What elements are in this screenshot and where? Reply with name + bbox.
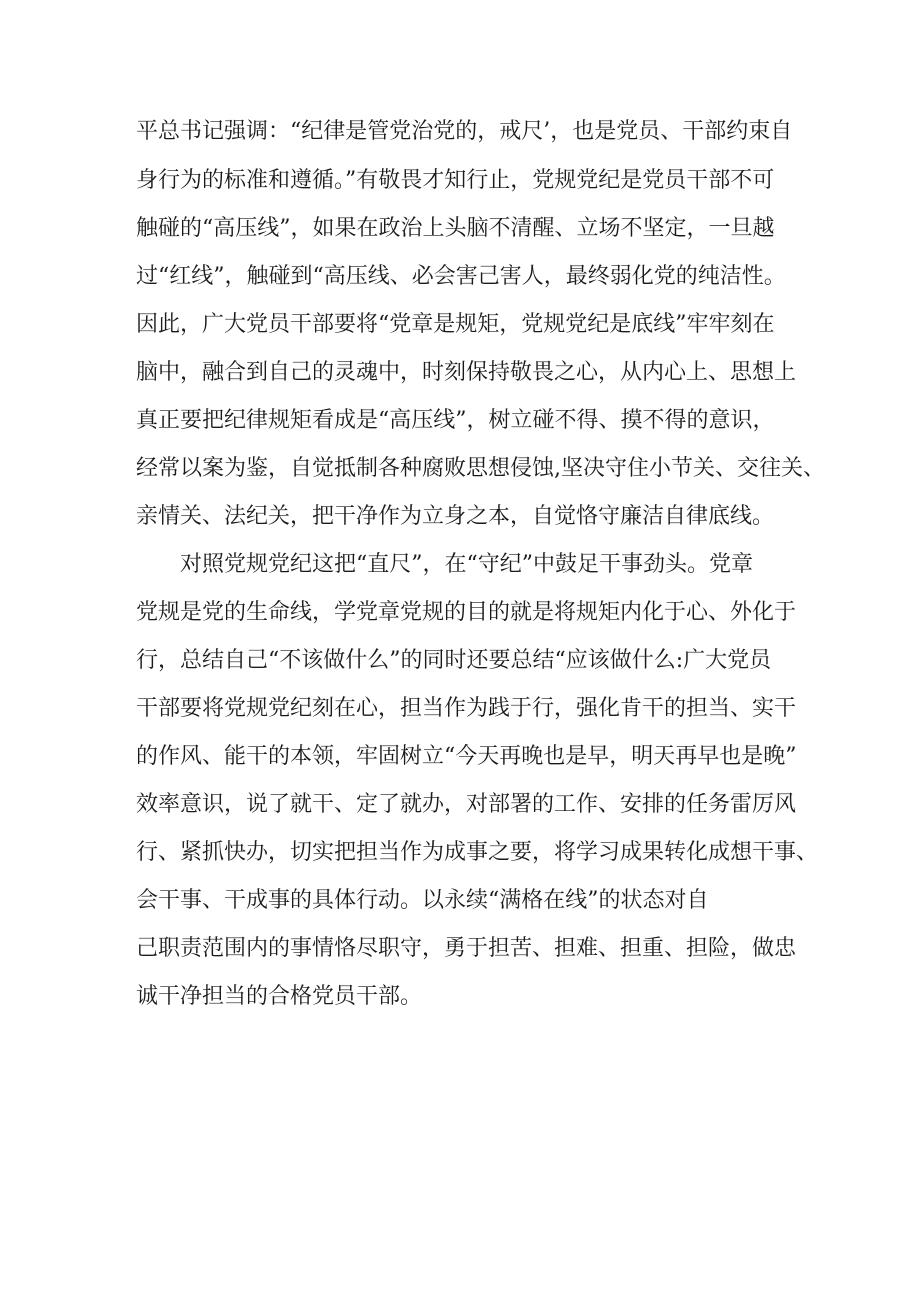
text-line: 过“红线”，触碰到“高压线、必会害己害人，最终弱化党的纯洁性。	[136, 264, 786, 289]
text-line: 真正要把纪律规矩看成是“高压线”，树立碰不得、摸不得的意识，	[136, 408, 775, 433]
text-line: 经常以案为鉴，自觉抵制各种腐败思想侵蚀,坚决守住小节关、交往关、	[136, 456, 825, 481]
text-line: 会干事、干成事的具体行动。以永续“满格在线”的状态对自	[136, 888, 709, 913]
text-line: 诚干净担当的合格党员干部。	[136, 984, 423, 1009]
text-line: 触碰的“高压线”，如果在政治上头脑不清醒、立场不坚定，一旦越	[136, 216, 775, 241]
text-line: 效率意识，说了就干、定了就办，对部署的工作、安排的任务雷厉风	[136, 792, 797, 817]
text-line: 平总书记强调：“纪律是管党治党的，戒尺’，也是党员、干部约束自	[136, 119, 793, 144]
text-line: 行、紧抓快办，切实把担当作为成事之要，将学习成果转化成想干事、	[136, 840, 819, 865]
text-line: 对照党规党纪这把“直尺”，在“守纪”中鼓足干事劲头。党章	[180, 552, 753, 577]
text-line: 干部要将党规党纪刻在心，担当作为践于行，强化肯干的担当、实干	[136, 696, 797, 721]
text-line: 因此，广大党员干部要将“党章是规矩，党规党纪是底线”牢牢刻在	[136, 312, 775, 337]
text-line: 己职责范围内的事情恪尽职守，勇于担苦、担难、担重、担险，做忠	[136, 936, 797, 961]
text-line: 身行为的标准和遵循。”有敬畏才知行止，党规党纪是党员干部不可	[136, 168, 775, 193]
text-line: 亲情关、法纪关，把干净作为立身之本，自觉恪守廉洁自律底线。	[136, 504, 775, 529]
text-line: 党规是党的生命线，学党章党规的目的就是将规矩内化于心、外化于	[136, 600, 797, 625]
text-line: 的作风、能干的本领，牢固树立“今天再晚也是早，明天再早也是晚”	[136, 744, 797, 769]
text-line: 行，总结自己“不该做什么”的同时还要总结“应该做什么:广大党员	[136, 648, 772, 673]
text-line: 脑中，融合到自己的灵魂中，时刻保持敬畏之心，从内心上、思想上	[136, 360, 797, 385]
